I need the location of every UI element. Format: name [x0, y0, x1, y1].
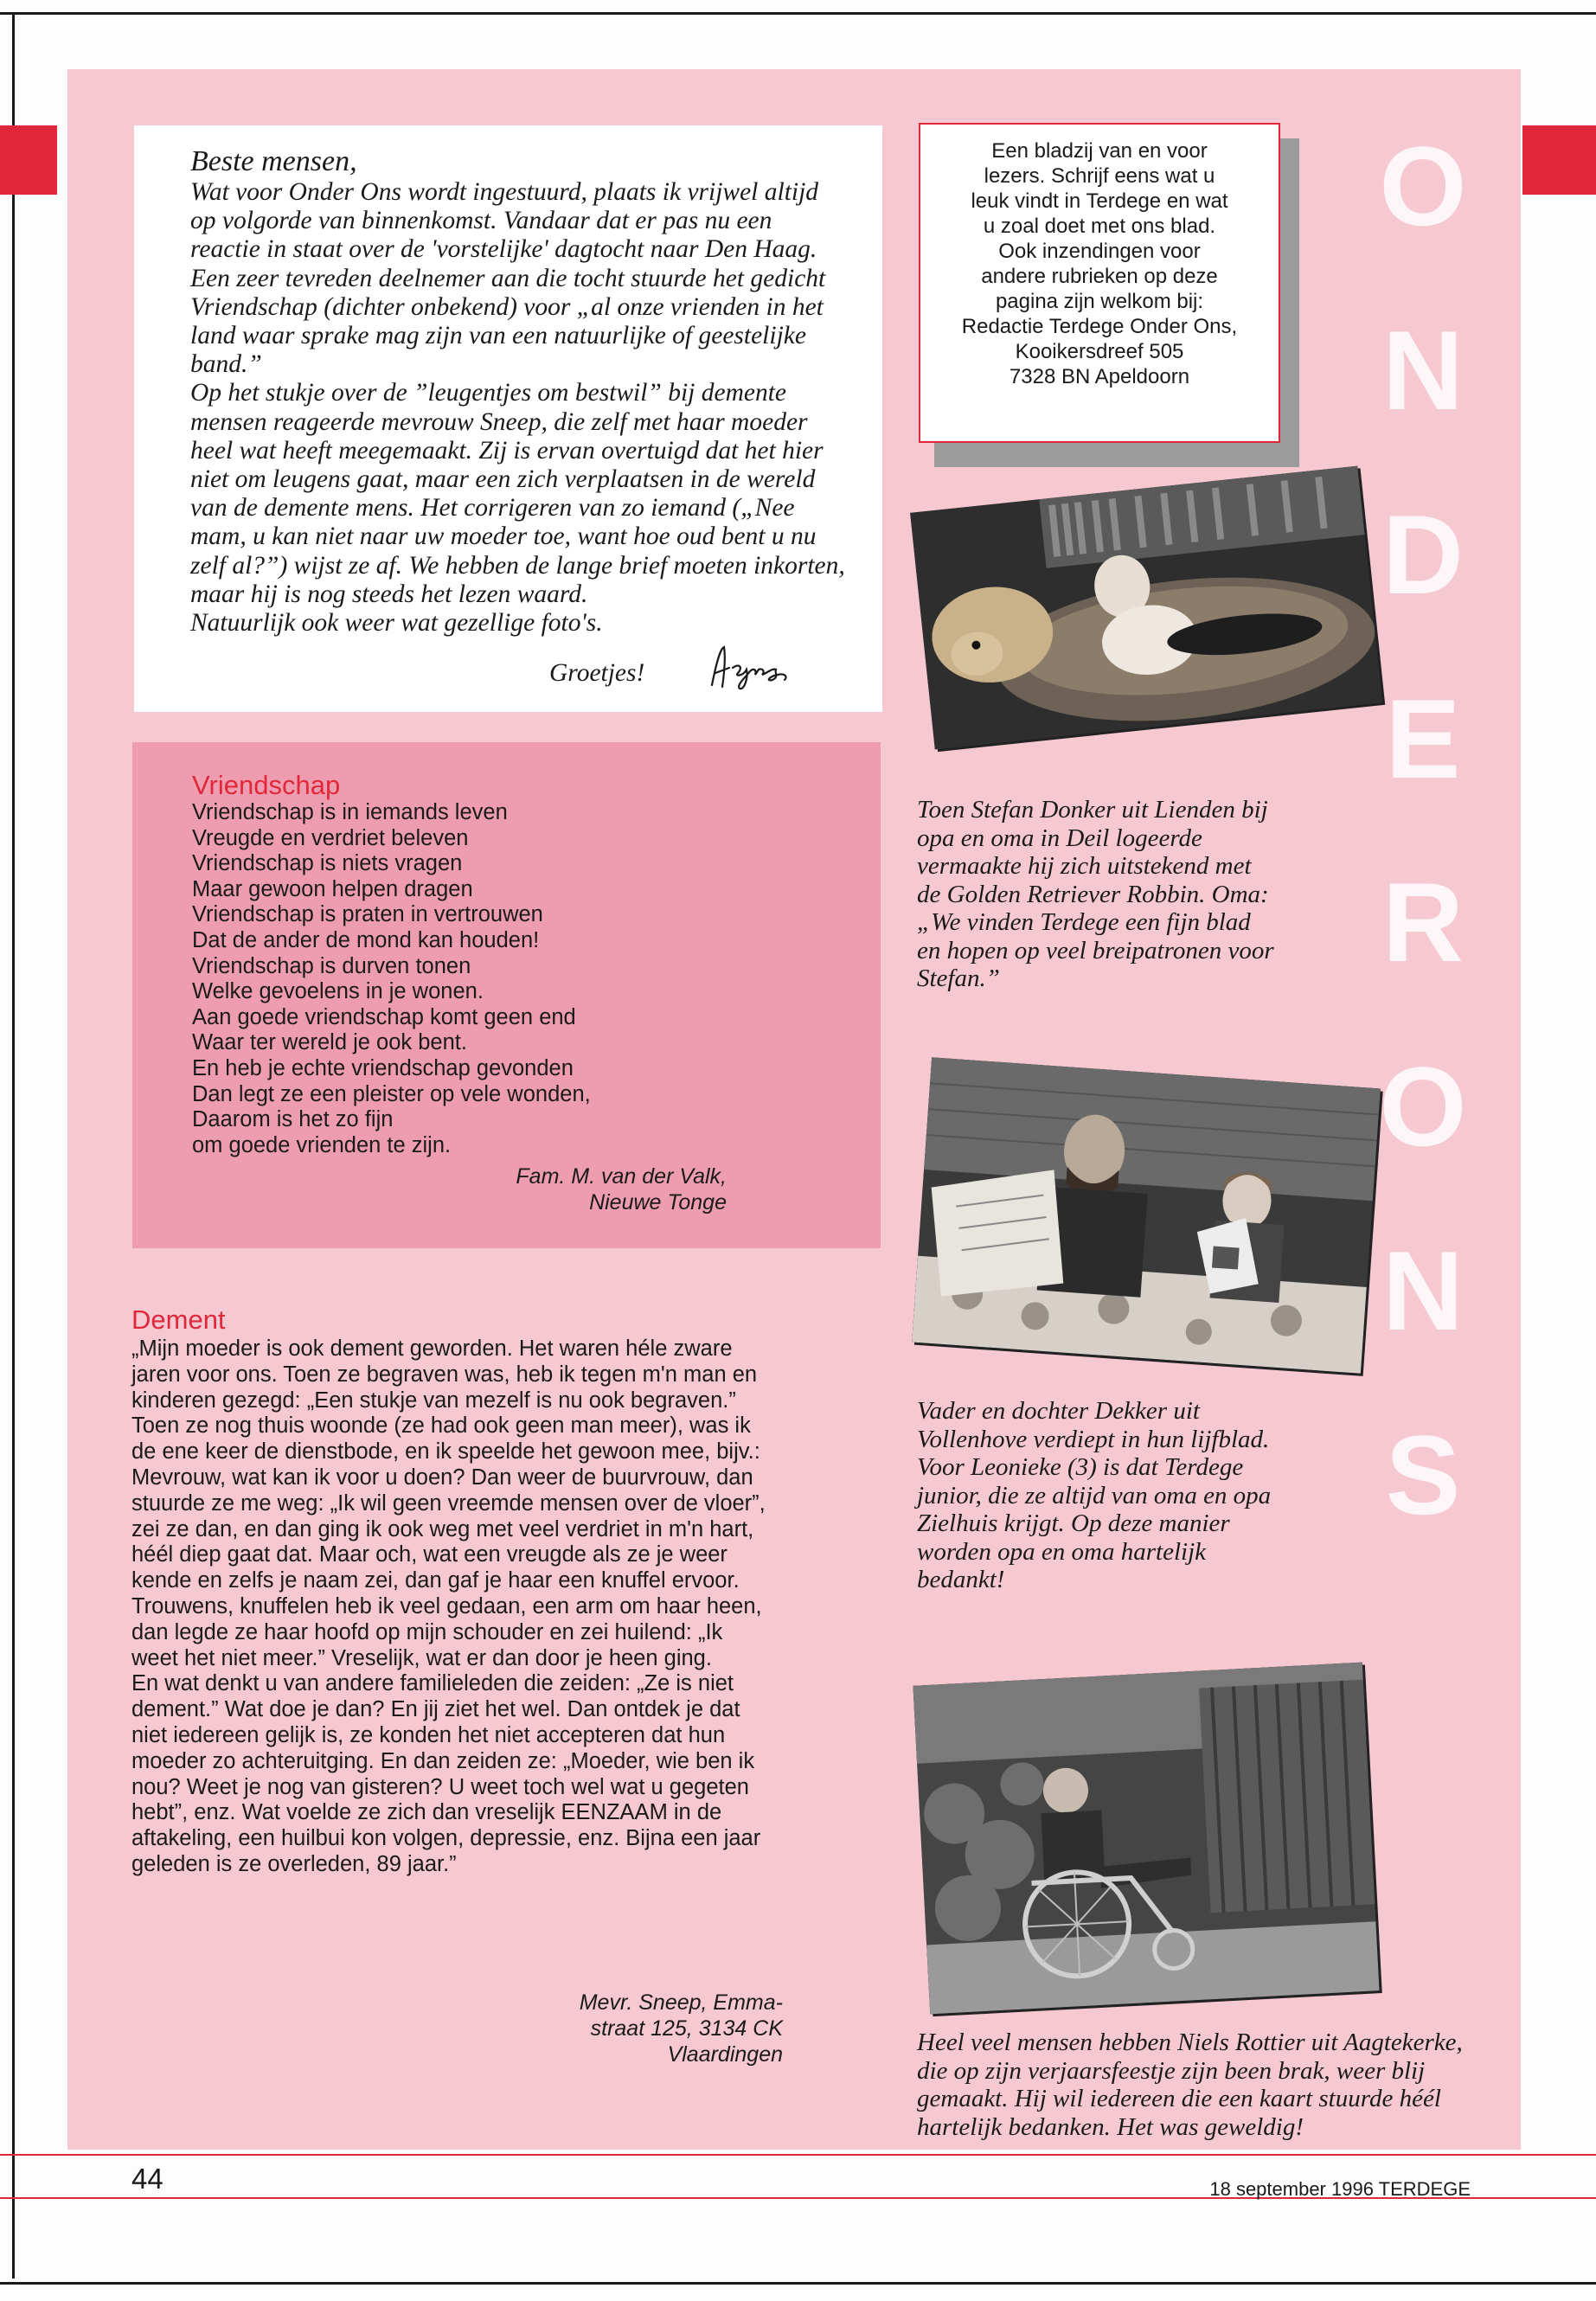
poem-author-line: Nieuwe Tonge — [589, 1190, 727, 1215]
info-box-text — [929, 138, 1270, 389]
poem-line: En heb je echte vriendschap gevonden — [192, 1055, 574, 1080]
poem-line: Vreugde en verdriet beleven — [192, 825, 469, 850]
poem-line: Vriendschap is in iemands leven — [192, 800, 508, 824]
poem-line: Dan legt ze een pleister op vele wonden, — [192, 1081, 591, 1106]
section-letter: D — [1382, 490, 1464, 618]
info-line: 7328 BN Apeldoorn — [1009, 365, 1190, 388]
dement-article — [131, 1336, 772, 1878]
letter-signoff: Groetjes! — [549, 659, 645, 687]
section-letter: O — [1379, 123, 1467, 249]
info-line: lezers. Schrijf eens wat u — [984, 164, 1215, 188]
dement-paragraph: Toen ze nog thuis woonde (ze had ook geen man meer), was ik de ene keer de dienstbode, en ik speelde het gewoon mee, bijv.: Mevrouw, wat kan ik voor u doen? Dan weer de buurvrouw, dan stuurde ze me weg: „Ik wil geen vreemde mensen over de vloer”, zei ze dan, en dan ging ik ook weg met veel verdriet in m'n hart, héél diep gaat dat. Maar och, wat een vreugde als ze je weer kende en zelfs je naam zei, dan gaf je haar een knuffel ervoor. Trouwens, knuffelen heb ik veel gedaan, een arm om haar heen, dan legde ze haar hoofd op mijn schouder en zei huilend: „Ik weet het niet meer.” Vreselijk, wat er dan door je heen ging. — [131, 1413, 766, 1670]
poem-title: Vriendschap — [192, 770, 341, 800]
page-number: 44 — [131, 2163, 163, 2195]
photo1-caption: Toen Stefan Donker uit Lienden bij opa en oma in Deil logeerde vermaakte hij zich uitstekend met de Golden Retriever Robbin. Oma: „We vinden Terdege een fijn blad en hopen op veel breipatronen voor Stefan.” — [917, 796, 1274, 992]
left-rule — [12, 12, 15, 2279]
photo-boy-in-wheelchair — [913, 1663, 1379, 2015]
info-line: Ook inzendingen voor — [998, 240, 1201, 263]
poem-line: Aan goede vriendschap komt geen end — [192, 1004, 576, 1029]
info-line: u zoal doet met ons blad. — [983, 215, 1216, 238]
letter-paragraph: Op het stukje over de ”leugentjes om bestwil” bij demente mensen reageerde mevrouw Sneep, die zelf met haar moeder heel wat heeft meegemaakt. Zij is ervan overtuigd dat het hier niet om leugens gaat, maar een zich verplaatsen in de wereld van de demente mens. Het corrigeren van zo iemand („Nee mam, u kan niet naar uw moeder toe, want hoe oud bent u nu zelf al?”) wijst ze af. We hebben de lange brief moeten inkorten, maar hij is nog steeds het lezen waard. — [190, 379, 845, 608]
section-letter: R — [1382, 859, 1464, 986]
info-line: pagina zijn welkom bij: — [995, 290, 1204, 313]
photo-father-and-daughter — [912, 1057, 1381, 1373]
letter-paragraph: Wat voor Onder Ons wordt ingestuurd, plaats ik vrijwel altijd op volgorde van binnenkomst. Vandaar dat er pas nu een reactie in staat over de 'vorstelijke' dagtocht naar Den Haag. Een zeer tevreden deelnemer aan die tocht stuurde het gedicht Vriendschap (dichter onbekend) voor „al onze vrienden in het land waar sprake mag zijn van een natuurlijke of geestelijke band.” — [190, 178, 826, 379]
poem-lines — [192, 800, 849, 1158]
photo2-caption: Vader en dochter Dekker uit Vollenhove verdiept in hun lijfblad. Voor Leonieke (3) is dat Terdege junior, die ze altijd van oma en opa Zielhuis krijgt. Op deze manier worden opa en oma hartelijk bedankt! — [917, 1397, 1272, 1593]
section-letter: O — [1379, 1043, 1467, 1170]
footer-rule — [0, 2154, 1596, 2156]
poem-line: Vriendschap is durven tonen — [192, 953, 471, 978]
section-letter: S — [1385, 1411, 1461, 1538]
poem-line: Maar gewoon helpen dragen — [192, 876, 473, 901]
info-line: andere rubrieken op deze — [981, 265, 1218, 288]
dement-author-line: straat 125, 3134 CK — [590, 2016, 783, 2041]
section-letter: N — [1382, 306, 1464, 433]
editor-letter — [190, 145, 848, 638]
red-tab-right — [1522, 125, 1596, 195]
letter-greeting: Beste mensen, — [190, 145, 357, 177]
info-line: leuk vindt in Terdege en wat — [971, 189, 1228, 213]
poem-line: Vriendschap is niets vragen — [192, 851, 463, 876]
dement-title: Dement — [131, 1304, 226, 1335]
poem-line: Vriendschap is praten in vertrouwen — [192, 902, 543, 927]
poem-line: Dat de ander de mond kan houden! — [192, 927, 540, 952]
dement-author-line: Vlaardingen — [667, 2042, 783, 2067]
photo3-caption: Heel veel mensen hebben Niels Rottier uit Aagtekerke, die op zijn verjaarsfeestje zijn been brak, weer blij gemaakt. Hij wil iedereen die een kaart stuurde héél hartelijk bedanken. Het was geweldig! — [917, 2029, 1463, 2141]
photo-baby-with-dog — [910, 466, 1382, 750]
section-letter: E — [1385, 675, 1461, 802]
footer-rule — [0, 2282, 1596, 2285]
poem-author-line: Fam. M. van der Valk, — [516, 1164, 727, 1189]
dement-author-line: Mevr. Sneep, Emma- — [579, 1990, 783, 2015]
dement-paragraph: „Mijn moeder is ook dement geworden. Het waren héle zware jaren voor ons. Toen ze begraven was, heb ik tegen m'n man en kinderen gezegd: „Een stukje van mezelf is nu ook begraven.” — [131, 1336, 758, 1413]
dement-author — [519, 1990, 783, 2067]
signature-graphic — [705, 642, 792, 694]
info-line: Redactie Terdege Onder Ons, — [961, 315, 1238, 338]
poem-line: Welke gevoelens in je wonen. — [192, 979, 484, 1004]
poem-line: Daarom is het zo fijn — [192, 1107, 394, 1132]
poem-author — [510, 1163, 727, 1215]
red-tab-left — [0, 125, 57, 195]
letter-paragraph: Natuurlijk ook weer wat gezellige foto's. — [190, 609, 603, 638]
dement-paragraph: En wat denkt u van andere familieleden die zeiden: „Ze is niet dement.” Wat doe je dan? En jij ziet het wel. Dan ontdek je dat niet iedereen gelijk is, ze konden het niet accepteren dat hun moeder zo achteruitging. En dan zeiden ze: „Moeder, wie ben ik nou? Weet je nog van gisteren? U weet toch wel wat u gegeten hebt”, enz. Wat voelde ze zich dan vreselijk EENZAAM in de aftakeling, een huilbui kon volgen, depressie, enz. Bijna een jaar geleden is ze overleden, 89 jaar.” — [131, 1671, 761, 1876]
poem-line: om goede vrienden te zijn. — [192, 1132, 452, 1157]
info-line: Een bladzij van en voor — [991, 139, 1208, 163]
poem-line: Waar ter wereld je ook bent. — [192, 1030, 467, 1055]
section-label-vertical — [1362, 123, 1484, 1538]
issue-date: 18 september 1996 TERDEGE — [1209, 2178, 1471, 2200]
info-line: Kooikersdreef 505 — [1015, 340, 1184, 363]
top-rule — [0, 12, 1596, 15]
section-letter: N — [1382, 1227, 1464, 1355]
